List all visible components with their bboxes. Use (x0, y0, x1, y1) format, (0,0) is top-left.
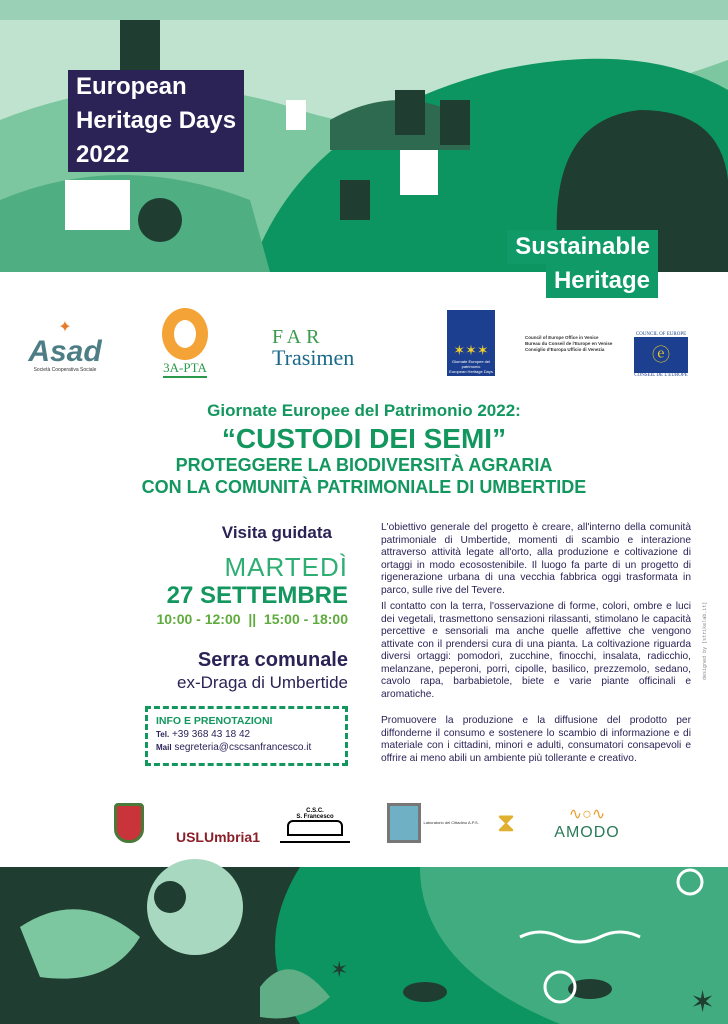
event-place: Serra comunale (197, 649, 348, 671)
csc-name: C.S.C. (306, 808, 324, 814)
svg-text:✶: ✶ (330, 957, 349, 982)
star-icon: ✦ (58, 319, 72, 336)
hourglass-icon: ⧗ (496, 807, 516, 837)
sustainable-line: Sustainable (507, 230, 658, 264)
underwater-illustration (0, 867, 728, 1024)
lab-name: Laboratorio del Cittadino A.P.S. (423, 819, 479, 825)
asad-name: Asad (28, 335, 102, 368)
amodo-logo (552, 800, 622, 845)
coe-office-line: Bureau du Conseil de l'Europe en Venise (525, 341, 613, 346)
usl-name: USLUmbria1 (175, 829, 261, 845)
usl-umbria-logo (175, 805, 261, 845)
umbertide-coat-of-arms (110, 795, 148, 850)
event-details (110, 522, 348, 694)
phone-link[interactable]: +39 368 43 18 42 (171, 729, 251, 740)
coe-top: COUNCIL OF EUROPE (635, 332, 687, 337)
coe-office-line: Council of Europe Office in Venice (525, 335, 599, 340)
council-of-europe-logo (630, 327, 692, 383)
hourglass-logo (494, 803, 518, 843)
event-day: MARTEDÌ (224, 552, 348, 582)
title-line-1: Giornate Europee del Patrimonio 2022: (207, 401, 521, 420)
ehd-line: Heritage Days (76, 107, 237, 134)
coe-office-text (525, 335, 625, 353)
trasimeno-name: Trasimen (272, 344, 355, 370)
ehd-eu-logo (447, 310, 495, 376)
title-line-3: PROTEGGERE LA BIODIVERSITÀ AGRARIA (175, 455, 553, 475)
building-icon (287, 820, 343, 836)
faro-trasimeno-logo (272, 320, 392, 375)
event-type: Visita guidata (221, 523, 332, 542)
event-title (0, 400, 728, 498)
amodo-wave-icon: ∿○∿ (568, 805, 606, 823)
footer-illustration (0, 867, 728, 1024)
ehd-line: European (76, 73, 187, 100)
ehd-logo-text: Giornate Europee del patrimonio (451, 359, 491, 369)
coat-of-arms-icon (114, 803, 144, 843)
mail-label: Mail (156, 743, 172, 752)
info-box (145, 706, 348, 766)
asad-sub: Società Cooperativa Sociale (33, 367, 97, 373)
european-heritage-days-badge (68, 70, 244, 172)
ehd-logo-sub: European Heritage Days (449, 369, 493, 374)
amodo-name: AMODO (554, 823, 620, 841)
coe-emblem-icon: ⓔ (634, 337, 688, 373)
email-link[interactable]: segreteria@cscsanfrancesco.it (174, 742, 312, 753)
title-main: “CUSTODI DEI SEMI” (221, 423, 507, 454)
apta-name: 3A-PTA (163, 360, 207, 378)
orange-ring-icon (162, 308, 208, 360)
sponsor-logos (0, 795, 728, 855)
eu-stars-icon: ✶✶✶ (453, 342, 489, 358)
partner-logos (0, 305, 728, 385)
designer-credit: designed by [strikelab.it] (702, 601, 708, 680)
description-paragraph: Promuovere la produzione e la diffusione del prodotto per diffonderne il consumo e sostenere lo scambio di informazione e di materiale con i cittadini, minori e adulti, consumatori consapevoli e offrire ai meno abili un ambiente più tollerante e creativo. (381, 715, 691, 764)
description-paragraph: Il contatto con la terra, l'osservazione di forme, colori, ombre e luci dei vegetali, trasmettono sensazioni rilassanti, stimolano le capacità percettive e sensoriali ma anche quelle affettive che vengono attivate con il prendersi cura di una pianta. La coltivazione riguarda diversi ortaggi: pomodori, zucchine, finocchi, insalata, radicchio, melanzane, peperoni, porri, cipolle, basilico, prezzemolo, sedano, cavolo rapa, barbabietole, biete e varie piante officinali e aromatiche. (381, 601, 691, 700)
3a-pta-logo (155, 305, 215, 381)
header-illustration (0, 0, 728, 294)
tel-label: Tel. (156, 730, 170, 739)
sustainable-heritage-badge (507, 230, 658, 298)
event-hours: 10:00 - 12:00 || 15:00 - 18:00 (156, 611, 348, 627)
coe-bottom: CONSEIL DE L'EUROPE (634, 373, 688, 378)
ehd-line: 2022 (76, 141, 130, 168)
faro-name: FAR (272, 325, 325, 348)
map-icon (387, 803, 421, 843)
csc-san-francesco-logo (280, 803, 350, 843)
sustainable-line: Heritage (546, 264, 658, 298)
coe-office-line: Consiglio d'Europa Ufficio di Venezia (525, 347, 605, 352)
asad-logo (25, 307, 105, 383)
laboratorio-cittadino-logo (375, 800, 495, 845)
title-line-4: CON LA COMUNITÀ PATRIMONIALE DI UMBERTIDE (141, 477, 587, 497)
event-place-sub: ex-Draga di Umbertide (176, 673, 348, 692)
description-paragraph: L'obiettivo generale del progetto è creare, all'interno della comunità patrimoniale di Umbertide, momenti di scambio e interazione attraverso attività legate all'orto, alla produzione e coltivazione di ortaggi in modo ecosostenibile. Il luogo fa parte di un progetto di rigenerazione urbana di una vecchia fabbrica oggi trasformata in parco, sulle rive del Tevere. (381, 522, 691, 596)
event-date: 27 SETTEMBRE (166, 582, 348, 609)
description (381, 522, 691, 769)
info-heading: INFO E PRENOTAZIONI (156, 715, 273, 727)
csc-name-2: S. Francesco (296, 814, 334, 820)
svg-text:✶: ✶ (690, 986, 716, 1019)
